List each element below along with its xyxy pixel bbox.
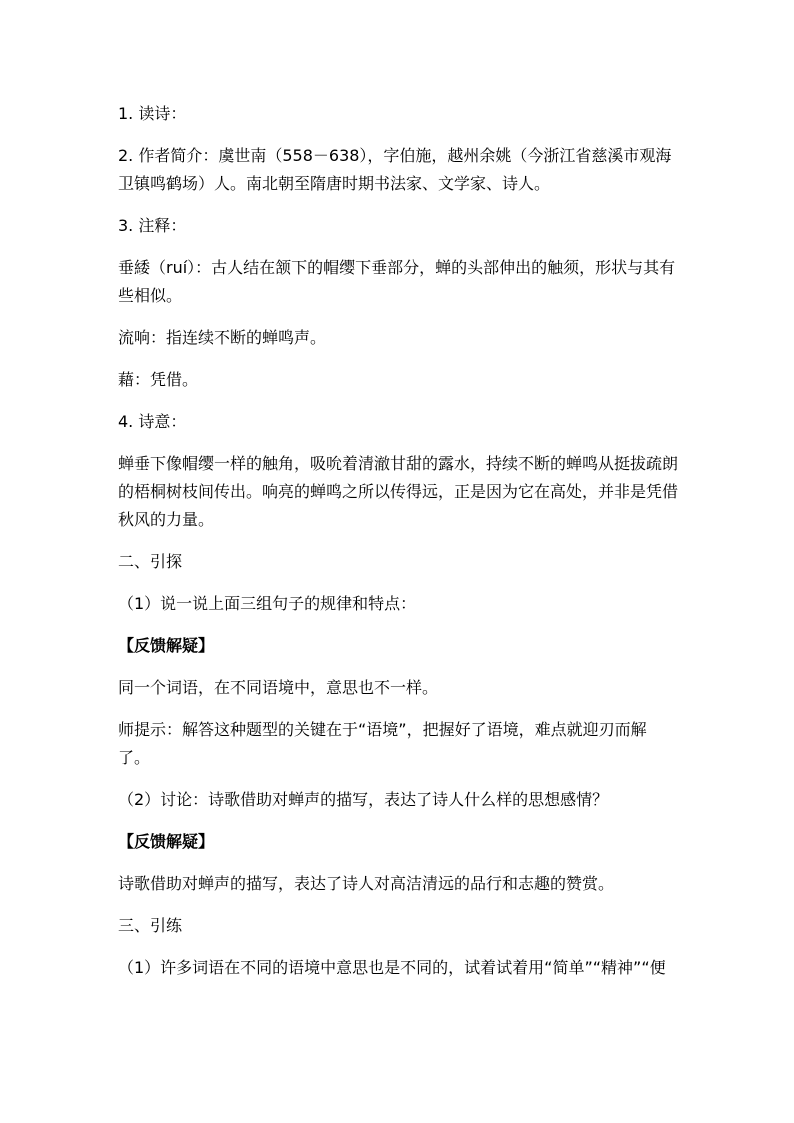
heading-read-poem: 1. 读诗：	[118, 104, 187, 123]
feedback-answer-1: 同一个词语，在不同语境中，意思也不一样。	[118, 678, 439, 697]
question-1: （1）说一说上面三组句子的规律和特点：	[118, 594, 417, 613]
exercise-1: （1）许多词语在不同的语境中意思也是不同的，试着试着用“简单”“精神”“便	[118, 958, 666, 977]
feedback-label-1: 【反馈解疑】	[118, 636, 215, 655]
heading-poem-meaning: 4. 诗意：	[118, 412, 187, 431]
feedback-answer-2: 诗歌借助对蝉声的描写，表达了诗人对高洁清远的品行和志趣的赞赏。	[118, 874, 615, 893]
poem-meaning-text: 蝉垂下像帽缨一样的触角，吸吮着清澈甘甜的露水，持续不断的蝉鸣从挺拔疏朗的梧桐树枝间传出。响亮的蝉鸣之所以传得远，正是因为它在高处，并非是凭借秋风的力量。	[118, 454, 679, 529]
note-jie: 藉：凭借。	[118, 370, 199, 389]
section-heading-yinlian: 三、引练	[118, 916, 183, 935]
author-intro: 2. 作者简介：虞世南（558－638），字伯施，越州余姚（今浙江省慈溪市观海卫镇鸣鹤场）人。南北朝至隋唐时期书法家、文学家、诗人。	[118, 146, 672, 193]
note-liuxiang: 流响：指连续不断的蝉鸣声。	[118, 328, 327, 347]
document-page	[118, 100, 678, 996]
section-heading-yintan: 二、引探	[118, 552, 183, 571]
note-chuirui: 垂緌（ruí）：古人结在颔下的帽缨下垂部分，蝉的头部伸出的触须，形状与其有些相似。	[118, 258, 676, 305]
heading-notes: 3. 注释：	[118, 216, 187, 235]
teacher-hint: 师提示：解答这种题型的关键在于“语境”，把握好了语境，难点就迎刃而解了。	[118, 720, 647, 767]
feedback-label-2: 【反馈解疑】	[118, 832, 215, 851]
question-2: （2）讨论：诗歌借助对蝉声的描写，表达了诗人什么样的思想感情？	[118, 790, 609, 809]
